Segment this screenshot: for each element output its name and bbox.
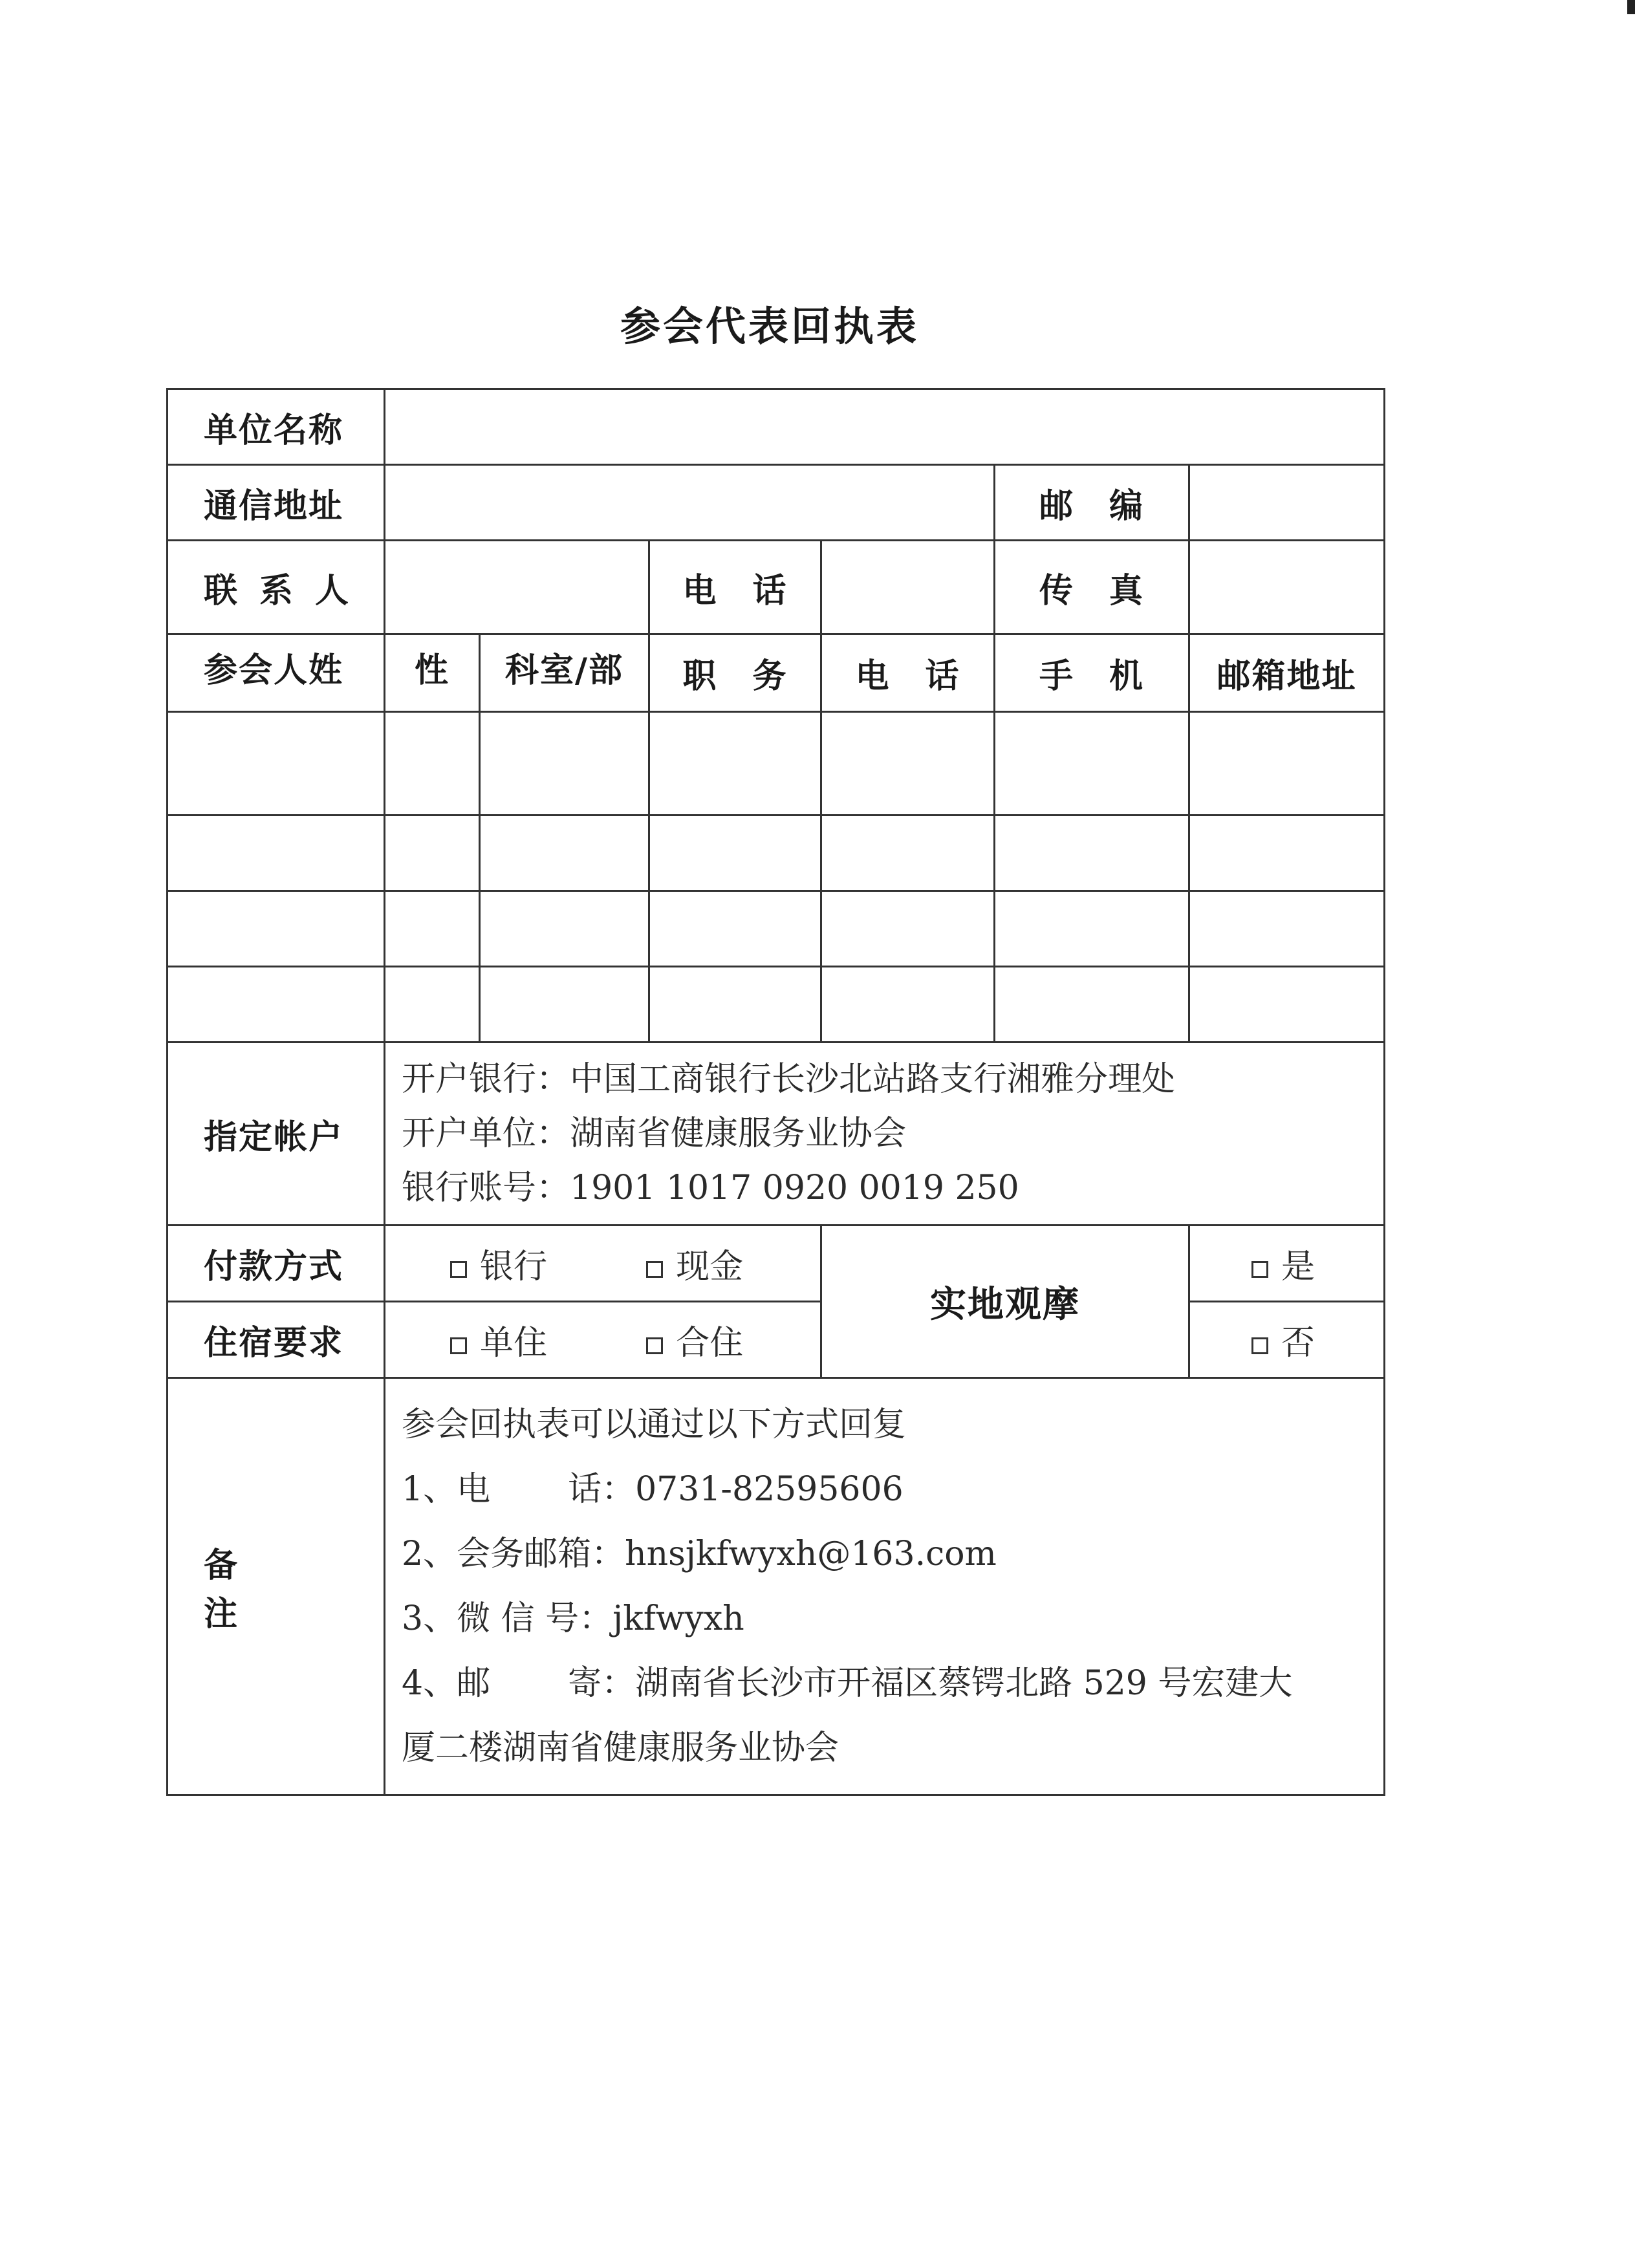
- checkbox-icon[interactable]: [450, 1337, 467, 1354]
- attendee-phone-header: 电 话: [821, 634, 995, 712]
- attendee-cell[interactable]: [995, 891, 1189, 967]
- contact-field[interactable]: [385, 541, 649, 634]
- attendee-cell[interactable]: [385, 891, 480, 967]
- attendee-cell[interactable]: [995, 815, 1189, 891]
- checkbox-icon[interactable]: [1251, 1261, 1268, 1278]
- checkbox-icon[interactable]: [646, 1337, 663, 1354]
- site-visit-label: 实地观摩: [821, 1226, 1189, 1378]
- attendee-cell[interactable]: [168, 815, 385, 891]
- position-header: 职 务: [649, 634, 821, 712]
- attendee-cell[interactable]: [995, 712, 1189, 815]
- checkbox-icon[interactable]: [1251, 1337, 1268, 1354]
- mobile-header: 手 机: [995, 634, 1189, 712]
- postcode-label: 邮 编: [995, 465, 1189, 541]
- attendee-cell[interactable]: [168, 712, 385, 815]
- postcode-field[interactable]: [1189, 465, 1385, 541]
- attendee-cell[interactable]: [1189, 967, 1385, 1042]
- attendee-cell[interactable]: [1189, 891, 1385, 967]
- payment-label: 付款方式: [168, 1226, 385, 1302]
- email-header: 邮箱地址: [1189, 634, 1385, 712]
- account-label: 指定帐户: [168, 1042, 385, 1226]
- remarks-mail: 4、邮 寄：湖南省长沙市开福区蔡锷北路 529 号宏建大: [402, 1664, 1293, 1703]
- lodging-label: 住宿要求: [168, 1302, 385, 1378]
- phone-label: 电 话: [649, 541, 821, 634]
- remarks-phone: 1、电 话：0731-82595606: [402, 1470, 904, 1509]
- attendee-cell[interactable]: [480, 712, 649, 815]
- checkbox-icon[interactable]: [646, 1261, 663, 1278]
- attendee-cell[interactable]: [480, 967, 649, 1042]
- address-label: 通信地址: [168, 465, 385, 541]
- attendee-cell[interactable]: [649, 891, 821, 967]
- checkbox-icon[interactable]: [450, 1261, 467, 1278]
- fax-field[interactable]: [1189, 541, 1385, 634]
- attendee-cell[interactable]: [995, 967, 1189, 1042]
- remarks-mail-cont: 厦二楼湖南省健康服务业协会: [402, 1729, 839, 1767]
- scan-artifact: [1627, 0, 1635, 14]
- site-visit-yes[interactable]: 是: [1189, 1226, 1385, 1302]
- attendee-cell[interactable]: [168, 891, 385, 967]
- lodging-option-single[interactable]: 单住: [450, 1324, 547, 1363]
- attendee-cell[interactable]: [821, 712, 995, 815]
- table-row: [168, 967, 1385, 1042]
- payment-option-bank[interactable]: 银行: [450, 1247, 547, 1286]
- attendee-cell[interactable]: [385, 815, 480, 891]
- table-row: [168, 891, 1385, 967]
- payment-options: [385, 1226, 821, 1302]
- attendee-cell[interactable]: [480, 815, 649, 891]
- attendee-cell[interactable]: [1189, 712, 1385, 815]
- table-row: [168, 712, 1385, 815]
- gender-header: 性: [385, 634, 480, 712]
- lodging-options: [385, 1302, 821, 1378]
- attendee-cell[interactable]: [168, 967, 385, 1042]
- attendee-cell[interactable]: [649, 815, 821, 891]
- remarks-content: [385, 1378, 1385, 1795]
- table-row: [168, 815, 1385, 891]
- attendee-name-header: 参会人姓: [168, 634, 385, 712]
- contact-label: 联系人: [168, 541, 385, 634]
- page-title: 参会代表回执表: [620, 303, 919, 350]
- attendee-cell[interactable]: [1189, 815, 1385, 891]
- remarks-wechat: 3、微 信 号：jkfwyxh: [402, 1599, 744, 1638]
- account-bank: 开户银行：中国工商银行长沙北站路支行湘雅分理处: [402, 1060, 1176, 1099]
- phone-field[interactable]: [821, 541, 995, 634]
- unit-name-field[interactable]: [385, 389, 1385, 465]
- account-number: 银行账号：1901 1017 0920 0019 250: [402, 1169, 1019, 1207]
- address-field[interactable]: [385, 465, 995, 541]
- receipt-form-table: [166, 388, 1385, 1796]
- attendee-cell[interactable]: [480, 891, 649, 967]
- site-visit-no[interactable]: 否: [1189, 1302, 1385, 1378]
- account-holder: 开户单位：湖南省健康服务业协会: [402, 1114, 907, 1153]
- unit-name-label: 单位名称: [168, 389, 385, 465]
- attendee-cell[interactable]: [385, 712, 480, 815]
- fax-label: 传 真: [995, 541, 1189, 634]
- lodging-option-shared[interactable]: 合住: [646, 1324, 743, 1363]
- attendee-cell[interactable]: [649, 712, 821, 815]
- attendee-cell[interactable]: [821, 891, 995, 967]
- remarks-intro: 参会回执表可以通过以下方式回复: [402, 1405, 907, 1444]
- account-info: [385, 1042, 1385, 1226]
- remarks-label: 备 注: [168, 1378, 385, 1795]
- remarks-email: 2、会务邮箱：hnsjkfwyxh@163.com: [402, 1535, 997, 1573]
- attendee-cell[interactable]: [385, 967, 480, 1042]
- department-header: 科室/部: [480, 634, 649, 712]
- attendee-cell[interactable]: [821, 967, 995, 1042]
- attendee-cell[interactable]: [821, 815, 995, 891]
- attendee-cell[interactable]: [649, 967, 821, 1042]
- payment-option-cash[interactable]: 现金: [646, 1247, 743, 1286]
